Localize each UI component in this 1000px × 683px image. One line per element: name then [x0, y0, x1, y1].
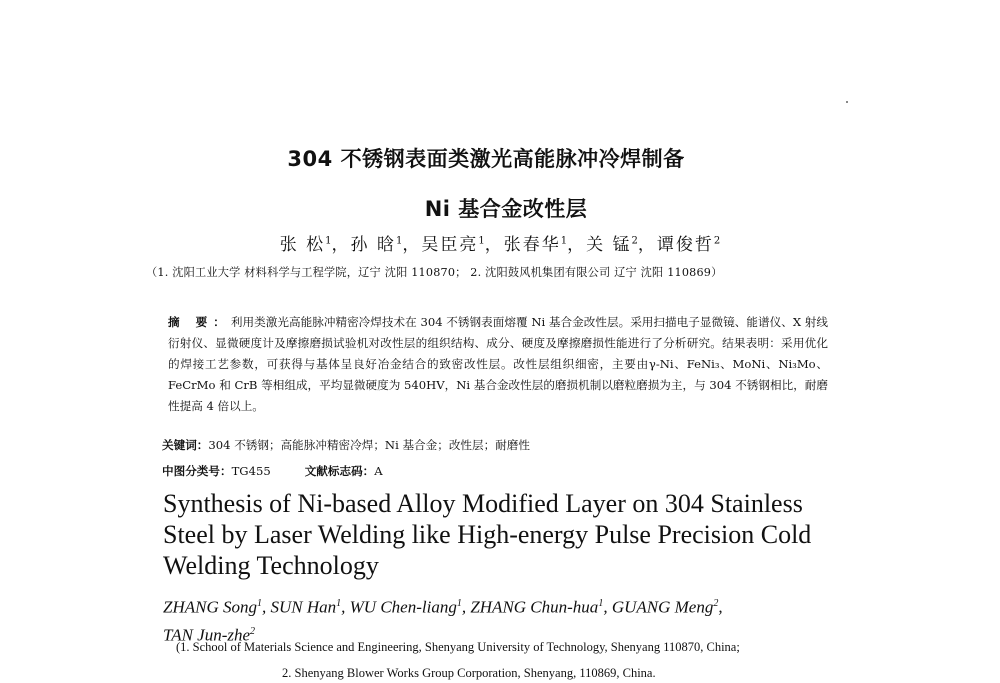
affiliation-en-line2: 2. Shenyang Blower Works Group Corporation, Shenyang, 110869, China. [282, 666, 656, 680]
author-name-en: GUANG Meng [611, 597, 714, 617]
author-separator: , [341, 597, 350, 617]
author-name: 吴臣亮 [421, 235, 479, 255]
clc-value: TG455 [231, 464, 271, 478]
author-separator: , [603, 597, 612, 617]
author-name-en: TAN Jun-zhe [163, 625, 251, 645]
affiliation-en-line1: (1. School of Materials Science and Engineering, Shenyang University of Technology, Shenyang 110870, China; [176, 640, 740, 654]
author-affil-sup: 1 [325, 235, 332, 247]
author-affil-sup: 2 [713, 598, 719, 609]
author-name: 张 松 [279, 235, 326, 255]
keywords-cn [162, 437, 842, 453]
author-affil-sup: 1 [395, 235, 403, 247]
abstract-cn [168, 312, 828, 417]
author-name-en: ZHANG Chun-hua [470, 597, 599, 617]
classification-line [162, 463, 842, 479]
author-affil-sup: 1 [598, 598, 604, 609]
author-affil-sup: 1 [336, 598, 342, 609]
author-affil-sup: 1 [560, 235, 568, 247]
author-separator: , [718, 597, 723, 617]
author-list-cn: 张 松$^1$，孙 晗$^1$，吴臣亮$^1$，张春华$^1$，关 锰$^2$，谭俊哲$^2$ [279, 235, 721, 255]
author-affil-sup: 2 [631, 235, 638, 247]
keywords-text: 304 不锈钢；高能脉冲精密冷焊；Ni 基合金；改性层；耐磨性 [208, 438, 530, 452]
paper-title-cn-line2: Ni 基合金改性层 [424, 197, 588, 221]
abstract-label: 摘 要： [168, 315, 231, 329]
doc-code-label: 文献标志码： [304, 464, 375, 478]
author-name: 谭俊哲 [656, 235, 714, 255]
paper-title-cn-line1: 304 不锈钢表面类激光高能脉冲冷焊制备 [287, 147, 685, 171]
doc-code-value: A [374, 464, 383, 478]
author-name: 张春华 [503, 235, 561, 255]
author-name: 孙 晗 [350, 235, 396, 255]
author-name-en: ZHANG Song [163, 597, 257, 617]
abstract-text: 利用类激光高能脉冲精密冷焊技术在 304 不锈钢表面熔覆 Ni 基合金改性层。采用扫描电子显微镜、能谱仪、X 射线衍射仪、显微硬度计及摩擦磨损试验机对改性层的组织结构、成分、硬度及摩擦磨损性能进行了分析研究。结果表明：采用优化的焊接工艺参数，可获得与基体呈良好冶金结合的致密改性层。改性层组织细密，主要由γ-Ni、FeNi₃、MoNi、Ni₃Mo、FeCrMo 和 CrB 等相组成，平均显微硬度为 540HV，Ni 基合金改性层的磨损机制以磨粒磨损为主，与 304 不锈钢相比，耐磨性提高 4 倍以上。 [168, 315, 828, 413]
author-name-en: SUN Han [270, 597, 337, 617]
author-name-en: WU Chen-liang [349, 597, 457, 617]
speck-mark [846, 101, 848, 103]
affiliation-cn: （1. 沈阳工业大学 材料科学与工程学院，辽宁 沈阳 110870； 2. 沈阳鼓风机集团有限公司 辽宁 沈阳 110869） [146, 266, 723, 279]
author-affil-sup: 1 [456, 598, 462, 609]
author-affil-sup: 2 [713, 235, 721, 247]
author-separator: , [461, 597, 471, 617]
author-affil-sup: 1 [478, 235, 485, 247]
author-name: 关 锰 [586, 235, 632, 255]
author-separator: , [261, 597, 271, 617]
paper-title-en: Synthesis of Ni-based Alloy Modified Layer on 304 Stainless Steel by Laser Welding like High-energy Pulse Precision Cold Welding Technology [163, 489, 812, 580]
author-affil-sup: 2 [250, 625, 256, 637]
keywords-label: 关键词： [162, 438, 209, 452]
clc-label: 中图分类号： [162, 464, 232, 478]
author-affil-sup: 1 [256, 598, 262, 609]
